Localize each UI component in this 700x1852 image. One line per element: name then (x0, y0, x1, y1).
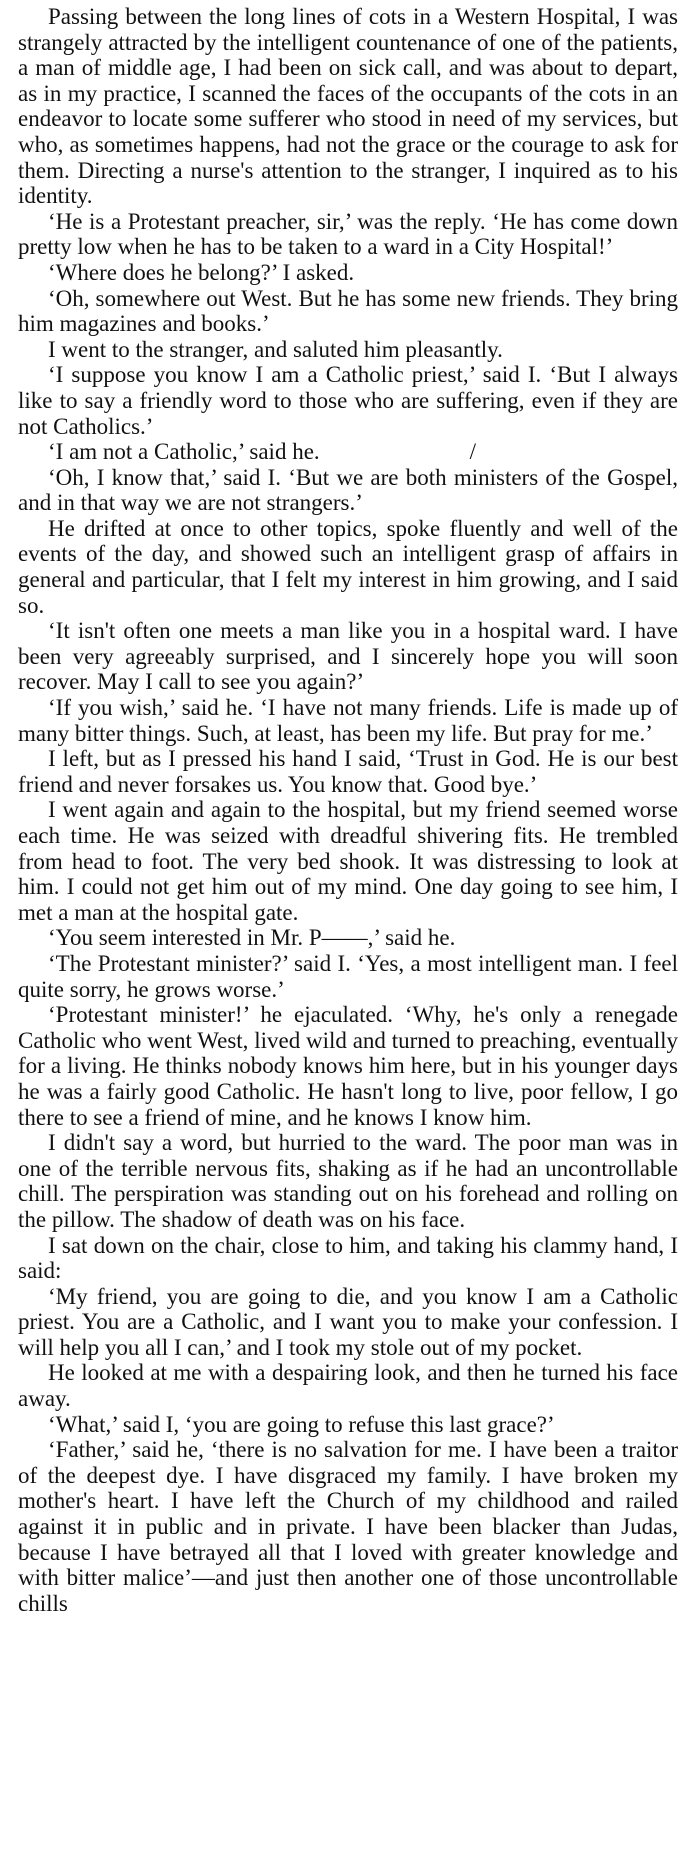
paragraph-22: ‘Father,’ said he, ‘there is no salvation for me. I have been a traitor of the deepest dye. I have disgraced my family. I have broken my mother's heart. I have left the Church of my childhood and railed against it in public and in private. I have been blacker than Judas, because I have betrayed all that I loved with greater knowledge and with bitter malice’—and just then another one of those uncontrollable chills (18, 1437, 678, 1616)
paragraph-11: ‘If you wish,’ said he. ‘I have not many friends. Life is made up of many bitter things. Such, at least, has been my life. But pray for me.’ (18, 695, 678, 746)
paragraph-13: I went again and again to the hospital, but my friend seemed worse each time. He was seized with dreadful shivering fits. He trembled from head to foot. The very bed shook. It was distressing to look at him. I could not get him out of my mind. One day going to see him, I met a man at the hospital gate. (18, 797, 678, 925)
paragraph-12: I left, but as I pressed his hand I said, ‘Trust in God. He is our best friend and never forsakes us. You know that. Good bye.’ (18, 746, 678, 797)
paragraph-5: I went to the stranger, and saluted him pleasantly. (48, 336, 503, 362)
paragraph-9: He drifted at once to other topics, spoke fluently and well of the events of the day, and showed such an intelligent grasp of affairs in general and particular, that I felt my interest in him growing, and I said so. (18, 515, 678, 618)
margin-mark: / (469, 439, 477, 465)
paragraph-10: ‘It isn't often one meets a man like you in a hospital ward. I have been very agreeably surprised, and I sincerely hope you will soon recover. May I call to see you again?’ (18, 618, 678, 695)
paragraph-18: I sat down on the chair, close to him, and taking his clammy hand, I said: (18, 1232, 678, 1284)
paragraph-17: I didn't say a word, but hurried to the ward. The poor man was in one of the terrible nervous fits, shaking as if he had an uncontrollable chill. The perspiration was standing out on his forehead and rolling on the pillow. The shadow of death was on his face. (18, 1130, 678, 1232)
paragraph-3: ‘Where does he belong?’ I asked. (48, 259, 355, 285)
paragraph-21: ‘What,’ said I, ‘you are going to refuse this last grace?’ (48, 1411, 555, 1437)
paragraph-15: ‘The Protestant minister?’ said I. ‘Yes, a most intelligent man. I feel quite sorry, he grows worse.’ (18, 950, 678, 1002)
paragraph-14: ‘You seem interested in Mr. P——,’ said he. (48, 925, 456, 951)
paragraph-2: ‘He is a Protestant preacher, sir,’ was the reply. ‘He has come down pretty low when he has to be taken to a ward in a City Hospital!’ (18, 208, 678, 260)
paragraph-6: ‘I suppose you know I am a Catholic priest,’ said I. ‘But I always like to say a friendly word to those who are suffering, even if they are not Catholics.’ (18, 362, 678, 439)
paragraph-20: He looked at me with a despairing look, and then he turned his face away. (18, 1360, 678, 1412)
paragraph-1: Passing between the long lines of cots in a Western Hospital, I was strangely attracted by the intelligent countenance of one of the patients, a man of middle age, I had been on sick call, and was about to depart, as in my practice, I scanned the faces of the occupants of the cots in an endeavor to locate some sufferer who stood in need of my services, but who, as sometimes happens, had not the grace or the courage to ask for them. Directing a nurse's attention to the stranger, I inquired as to his identity. (18, 4, 678, 209)
paragraph-4: ‘Oh, somewhere out West. But he has some new friends. They bring him magazines and books.’ (18, 285, 678, 337)
paragraph-8: ‘Oh, I know that,’ said I. ‘But we are both ministers of the Gospel, and in that way we are not strangers.’ (18, 464, 678, 516)
paragraph-7 (18, 439, 678, 465)
paragraph-19: ‘My friend, you are going to die, and you know I am a Catholic priest. You are a Catholic, and I want you to make your confession. I will help you all I can,’ and I took my stole out of my pocket. (18, 1283, 678, 1360)
paragraph-16: ‘Protestant minister!’ he ejaculated. ‘Why, he's only a renegade Catholic who went West, lived wild and turned to preaching, eventually for a living. He thinks nobody knows him here, but in his younger days he was a fairly good Catholic. He hasn't long to live, poor fellow, I go there to see a friend of mine, and he knows I know him. (18, 1002, 678, 1130)
paragraph-7-text: ‘I am not a Catholic,’ said he. (48, 439, 320, 465)
